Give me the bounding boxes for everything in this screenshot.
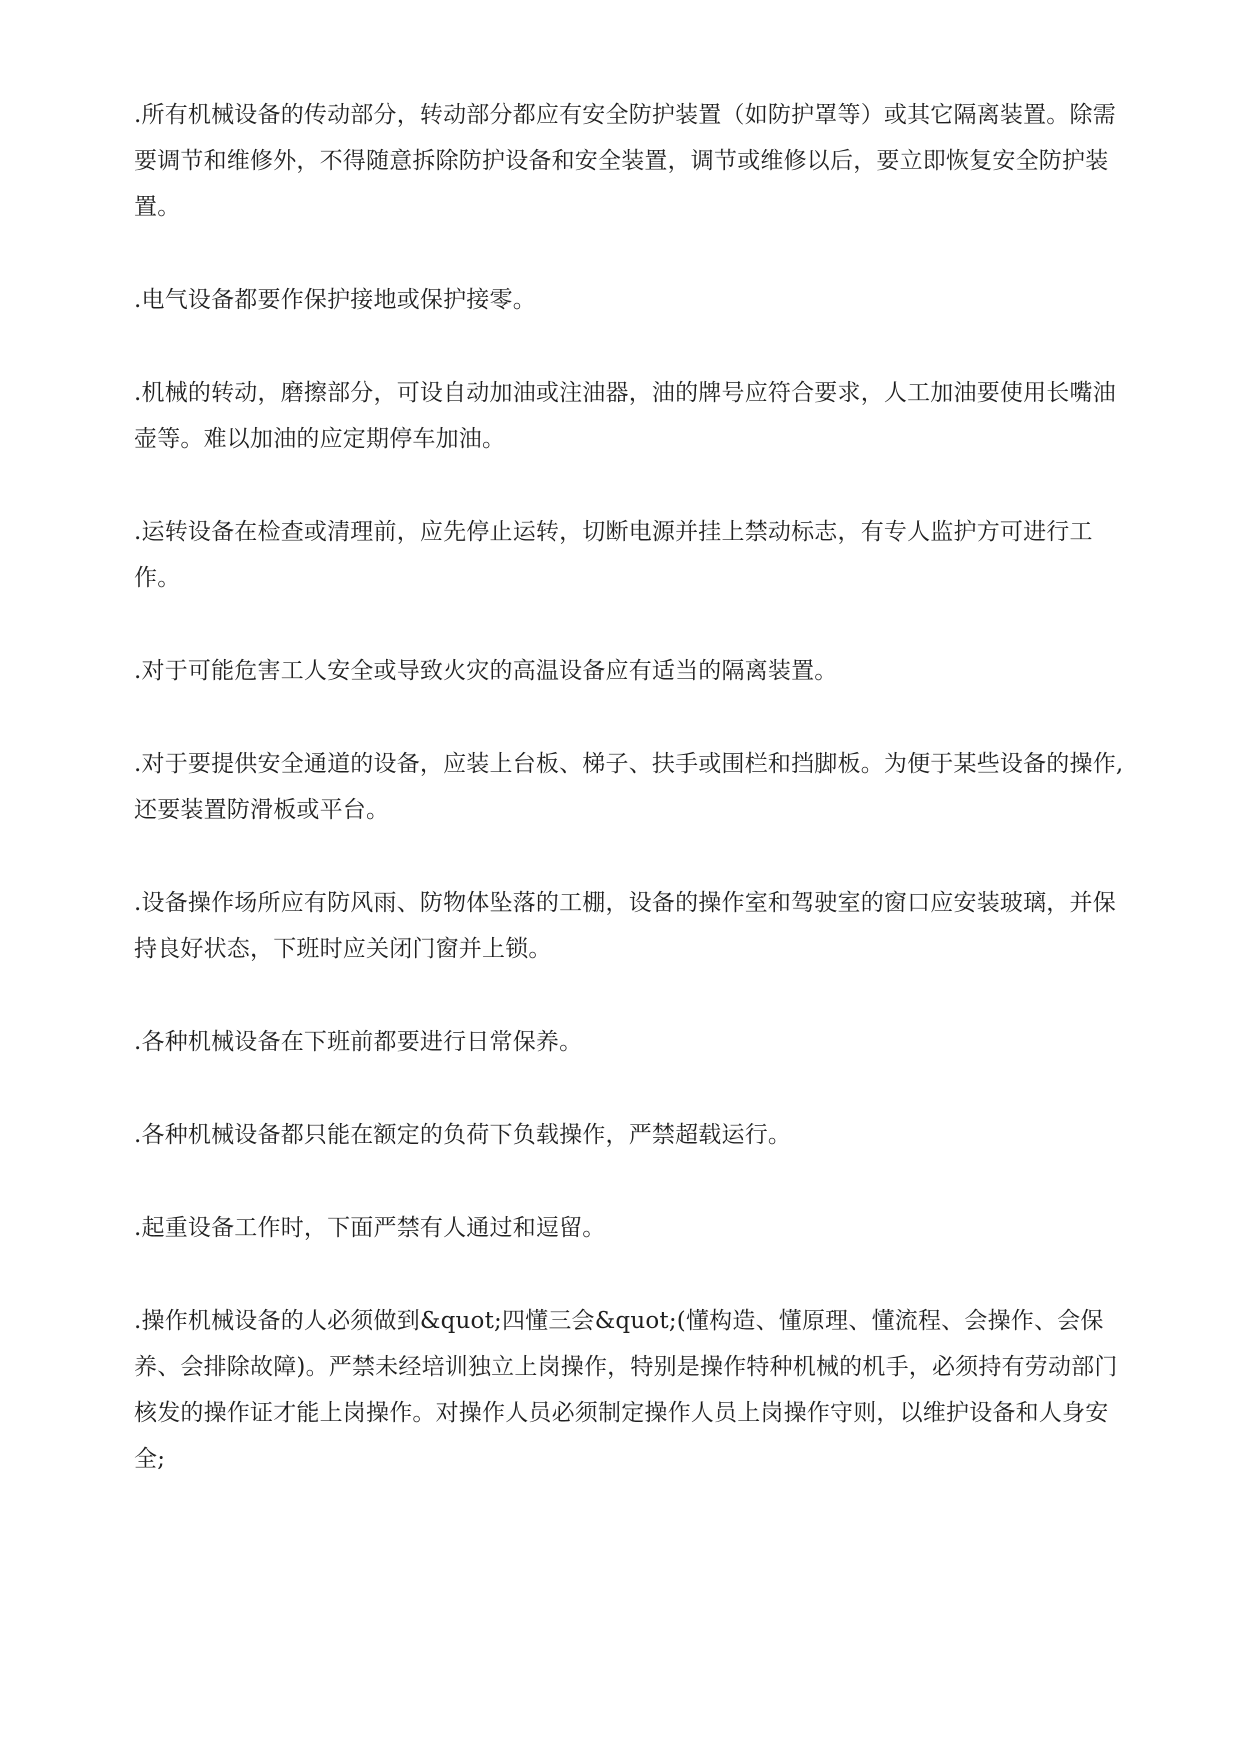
paragraph-work-shed: .设备操作场所应有防风雨、防物体坠落的工棚，设备的操作室和驾驶室的窗口应安装玻璃，并保持良好状态，下班时应关闭门窗并上锁。	[134, 890, 1116, 962]
paragraph-inspection-cleaning: .运转设备在检查或清理前，应先停止运转，切断电源并挂上禁动标志，有专人监护方可进行工作。	[134, 519, 1093, 591]
paragraph-operator-requirements: .操作机械设备的人必须做到&quot;四懂三会&quot;(懂构造、懂原理、懂流程、会操作、会保养、会排除故障)。严禁未经培训独立上岗操作，特别是操作特种机械的机手，必须持有劳动部门核发的操作证才能上岗操作。对操作人员必须制定操作人员上岗操作守则，以维护设备和人身安全;	[134, 1308, 1118, 1472]
paragraph-safe-passage: .对于要提供安全通道的设备，应装上台板、梯子、扶手或围栏和挡脚板。为便于某些设备的操作,还要装置防滑板或平台。	[134, 751, 1124, 823]
paragraph-lifting-equipment: .起重设备工作时，下面严禁有人通过和逗留。	[134, 1215, 606, 1241]
paragraph-lubrication: .机械的转动，磨擦部分，可设自动加油或注油器，油的牌号应符合要求，人工加油要使用长嘴油壶等。难以加油的应定期停车加油。	[134, 380, 1116, 452]
paragraph-rated-load: .各种机械设备都只能在额定的负荷下负载操作，严禁超载运行。	[134, 1122, 792, 1148]
paragraph-high-temperature-isolation: .对于可能危害工人安全或导致火灾的高温设备应有适当的隔离装置。	[134, 658, 838, 684]
paragraph-daily-maintenance: .各种机械设备在下班前都要进行日常保养。	[134, 1029, 583, 1055]
document-body	[134, 92, 1130, 1529]
paragraph-guard-devices: .所有机械设备的传动部分，转动部分都应有安全防护装置（如防护罩等）或其它隔离装置。除需要调节和维修外，不得随意拆除防护设备和安全装置，调节或维修以后，要立即恢复安全防护装置。	[134, 102, 1116, 220]
paragraph-grounding: .电气设备都要作保护接地或保护接零。	[134, 287, 536, 313]
